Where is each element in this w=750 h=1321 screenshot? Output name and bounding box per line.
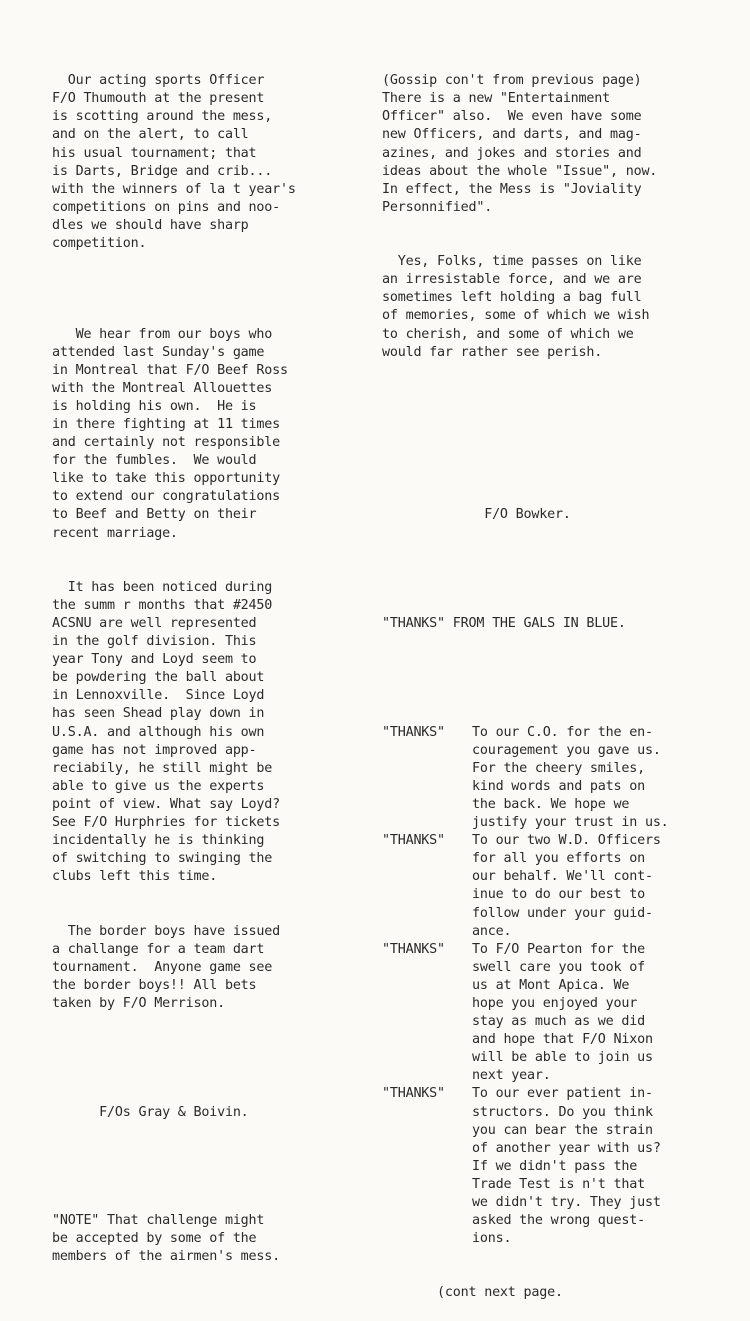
continued-note: (cont next page. (382, 1285, 563, 1301)
text-line: you can bear the strain (472, 1122, 653, 1138)
text-line: couragement you gave us. (472, 742, 661, 758)
text-line: point of view. What say Loyd? (52, 796, 280, 812)
left-column (52, 36, 322, 1284)
thanks-entry (382, 1085, 712, 1248)
text-line: structors. Do you think (472, 1104, 653, 1120)
text-line: of switching to swinging the (52, 851, 273, 867)
text-line: Personnified". (382, 199, 493, 215)
text-line: hope you enjoyed your (472, 995, 638, 1011)
text-line: F/O Thumouth at the present (52, 91, 265, 107)
text-line: in Montreal that F/O Beef Ross (52, 362, 288, 378)
text-line: with the winners of la t year's (52, 181, 296, 197)
text-line: is scotting around the mess, (52, 109, 273, 125)
text-line: attended last Sunday's game (52, 344, 265, 360)
text-line: justify your trust in us. (472, 815, 669, 831)
text-line: swell care you took of (472, 959, 645, 975)
thanks-entry (382, 832, 712, 941)
text-line: in there fighting at 11 times (52, 416, 280, 432)
text-line: of memories, some of which we wish (382, 308, 650, 324)
thanks-tag: "THANKS" (382, 724, 445, 740)
text-line: and certainly not responsible (52, 435, 280, 451)
text-line: of another year with us? (472, 1140, 661, 1156)
thanks-tag: "THANKS" (382, 941, 445, 957)
text-line: U.S.A. and although his own (52, 724, 265, 740)
text-line: To our ever patient in- (472, 1086, 653, 1102)
text-line: tournament. Anyone game see (52, 959, 273, 975)
text-line: to cherish, and some of which we (382, 326, 634, 342)
right-column (382, 36, 712, 1321)
text-line: clubs left this time. (52, 869, 218, 885)
thanks-text (472, 941, 712, 1086)
text-line: his usual tournament; that (52, 145, 257, 161)
football-paragraph (52, 326, 322, 543)
text-line: game has not improved app- (52, 742, 257, 758)
thanks-entry (382, 941, 712, 1086)
thanks-tag: "THANKS" (382, 1086, 445, 1102)
text-line: If we didn't pass the (472, 1158, 638, 1174)
text-line: Yes, Folks, time passes on like (382, 254, 642, 270)
text-line: See F/O Hurphries for tickets (52, 815, 280, 831)
text-line: and on the alert, to call (52, 127, 249, 143)
text-line: the back. We hope we (472, 796, 630, 812)
text-line: inue to do our best to (472, 887, 645, 903)
text-line: has seen Shead play down in (52, 706, 265, 722)
text-line: with the Montreal Allouettes (52, 380, 273, 396)
text-line: In effect, the Mess is "Joviality (382, 181, 642, 197)
darts-paragraph (52, 923, 322, 1013)
text-line: like to take this opportunity (52, 471, 280, 487)
text-line: be powdering the ball about (52, 670, 265, 686)
thanks-entry (382, 724, 712, 833)
text-line: an irresistable force, and we are (382, 272, 642, 288)
text-line: will be able to join us (472, 1050, 653, 1066)
text-line: for the fumbles. We would (52, 453, 257, 469)
text-line: be accepted by some of the (52, 1231, 257, 1247)
text-line: to Beef and Betty on their (52, 507, 257, 523)
thanks-text (472, 1085, 712, 1248)
text-line: azines, and jokes and stories and (382, 145, 642, 161)
text-line: asked the wrong quest- (472, 1213, 645, 1229)
text-line: competition. (52, 236, 147, 252)
text-line: members of the airmen's mess. (52, 1249, 280, 1265)
text-line: able to give us the experts (52, 778, 265, 794)
text-line: is Darts, Bridge and crib... (52, 163, 273, 179)
text-line: taken by F/O Merrison. (52, 995, 225, 1011)
text-line: us at Mont Apica. We (472, 977, 630, 993)
text-line: Our acting sports Officer (52, 73, 265, 89)
text-line: We hear from our boys who (52, 326, 273, 342)
text-line: year Tony and Loyd seem to (52, 652, 257, 668)
gossip-paragraph (382, 72, 712, 217)
text-line: dles we should have sharp (52, 217, 249, 233)
text-line: and hope that F/O Nixon (472, 1032, 653, 1048)
text-line: the summ r months that #2450 (52, 597, 273, 613)
text-line: Officer" also. We even have some (382, 109, 642, 125)
text-line: competitions on pins and noo- (52, 199, 280, 215)
left-signature: F/Os Gray & Boivin. (52, 1104, 249, 1120)
text-line: incidentally he is thinking (52, 833, 265, 849)
text-line: The border boys have issued (52, 923, 280, 939)
text-line: stay as much as we did (472, 1014, 645, 1030)
text-line: recent marriage. (52, 525, 178, 541)
text-line: ACSNU are well represented (52, 616, 257, 631)
note-paragraph (52, 1212, 322, 1266)
text-line: the border boys!! All bets (52, 977, 257, 993)
text-line: There is a new "Entertainment (382, 91, 610, 107)
text-line: new Officers, and darts, and mag- (382, 127, 642, 143)
golf-paragraph (52, 579, 322, 887)
text-line: in the golf division. This (52, 634, 257, 650)
text-line: we didn't try. They just (472, 1195, 661, 1210)
thanks-tag: "THANKS" (382, 833, 445, 849)
text-line: For the cheery smiles, (472, 760, 645, 776)
sports-paragraph (52, 72, 322, 253)
text-line: in Lennoxville. Since Loyd (52, 688, 265, 704)
text-line: next year. (472, 1068, 551, 1084)
text-line: our behalf. We'll cont- (472, 869, 653, 885)
thanks-list (382, 724, 712, 1249)
text-line: It has been noticed during (52, 579, 273, 595)
text-line: To our C.O. for the en- (472, 724, 653, 740)
time-paragraph (382, 253, 712, 362)
thanks-text (472, 832, 712, 941)
text-line: for all you efforts on (472, 851, 645, 867)
text-line: To F/O Pearton for the (472, 941, 645, 957)
text-line: ance. (472, 923, 512, 939)
text-line: Trade Test is n't that (472, 1176, 645, 1192)
text-line: sometimes left holding a bag full (382, 290, 642, 306)
text-line: reciabily, he still might be (52, 760, 273, 776)
text-line: kind words and pats on (472, 778, 645, 794)
text-line: (Gossip con't from previous page) (382, 73, 642, 89)
text-line: is holding his own. He is (52, 398, 257, 414)
text-line: "NOTE" That challenge might (52, 1213, 265, 1229)
right-signature: F/O Bowker. (382, 507, 571, 523)
text-line: To our two W.D. Officers (472, 833, 661, 849)
text-line: ideas about the whole "Issue", now. (382, 163, 658, 179)
thanks-heading: "THANKS" FROM THE GALS IN BLUE. (382, 616, 626, 631)
text-line: ions. (472, 1231, 512, 1247)
text-line: would far rather see perish. (382, 344, 603, 360)
text-line: a challange for a team dart (52, 941, 265, 957)
text-line: to extend our congratulations (52, 489, 280, 505)
text-line: follow under your guid- (472, 905, 653, 921)
thanks-text (472, 724, 712, 833)
